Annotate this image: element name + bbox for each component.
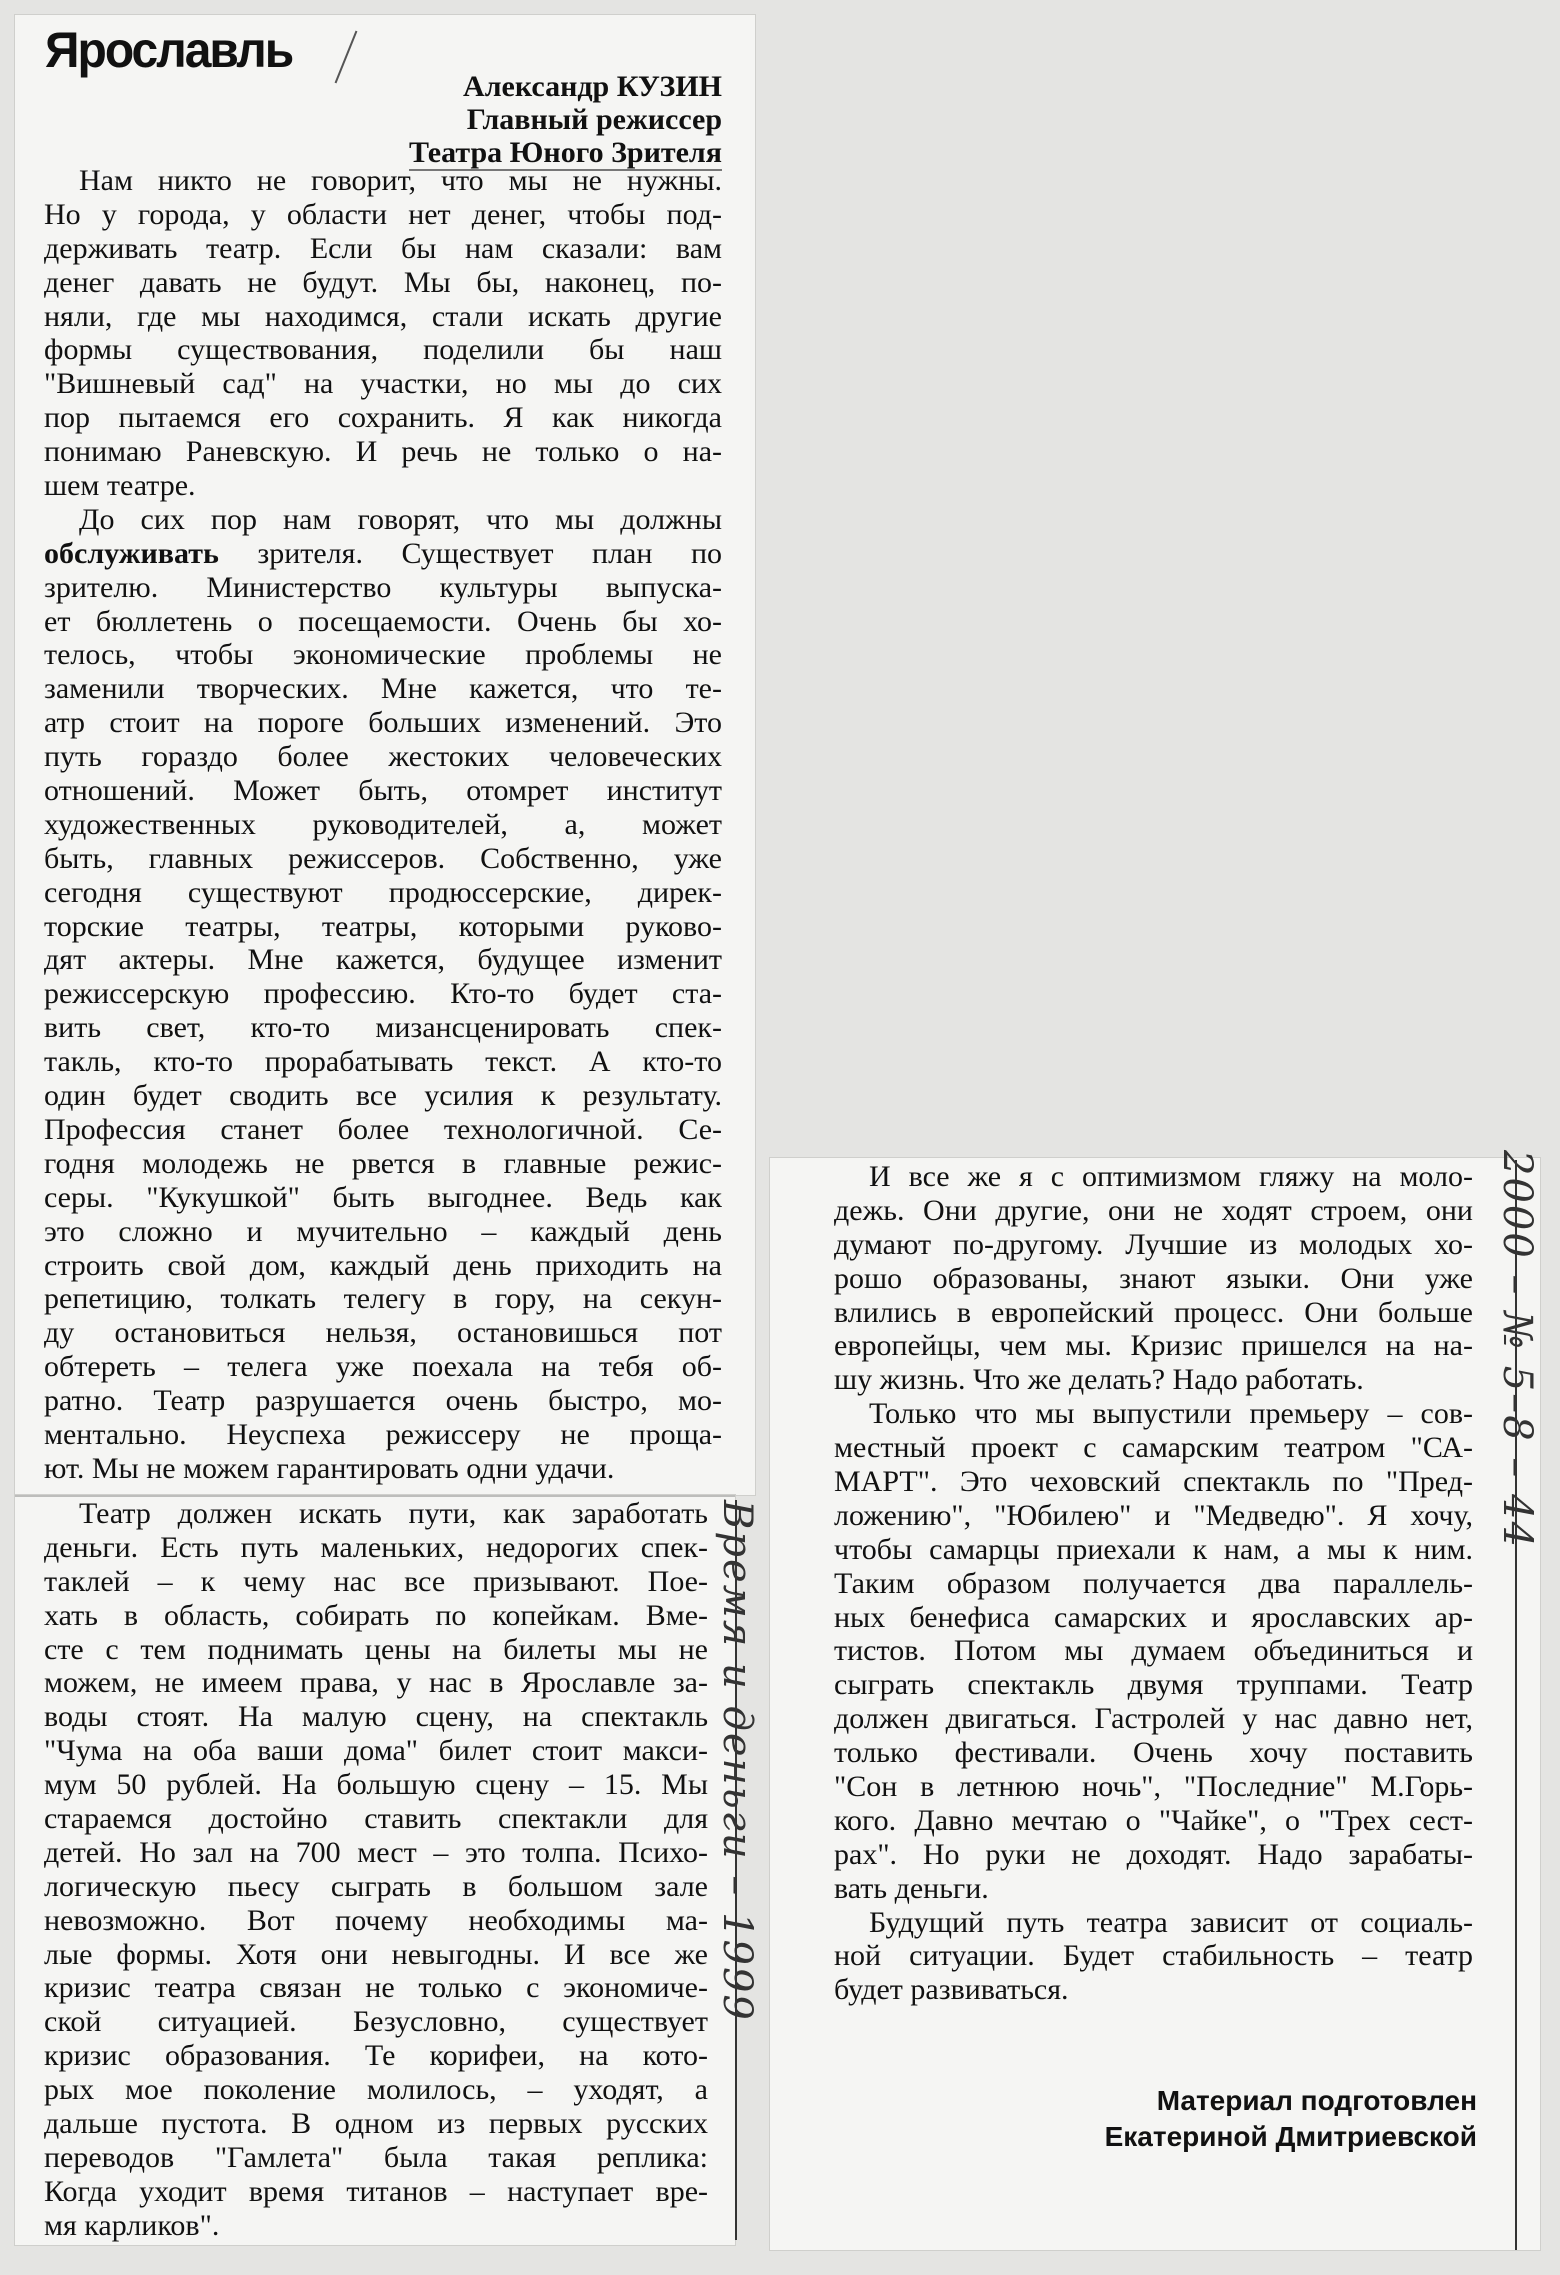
text-line: один будет сводить все усилия к результату. — [44, 1079, 722, 1113]
text-line: будет развиваться. — [834, 1973, 1069, 2007]
text-line: это сложно и мучительно – каждый день — [44, 1214, 722, 1248]
text-line: Только что мы выпустили премьеру – сов- — [869, 1397, 1473, 1431]
text-line: серы. "Кукушкой" быть выгоднее. Ведь как — [44, 1180, 722, 1214]
text-line: думают по-другому. Лучшие из молодых хо- — [834, 1227, 1473, 1261]
text-line: До сих пор нам говорят, что мы должны — [79, 502, 722, 536]
credit-line-2: Екатериной Дмитриевской — [1104, 2121, 1477, 2152]
text-line: мя карликов". — [44, 2208, 220, 2242]
text-line: репетицию, толкать телегу в гору, на секун- — [44, 1282, 722, 1316]
text-line: И все же я с оптимизмом гляжу на моло- — [869, 1160, 1473, 1193]
text-line: вать деньги. — [834, 1871, 989, 1905]
text-line: стараемся достойно ставить спектакли для — [44, 1802, 708, 1836]
text-line: няли, где мы находимся, стали искать другие — [44, 299, 722, 333]
text-line: путь гораздо более жестоких человеческих — [44, 740, 722, 774]
text-line: чтобы самарцы приехали к нам, а мы к ним. — [834, 1532, 1473, 1566]
text-line: Когда уходит время титанов – наступает вре- — [44, 2174, 708, 2208]
text-line: кризис театра связан не только с экономиче- — [44, 1971, 708, 2005]
emphasized-word: обслуживать — [44, 536, 219, 570]
text-line: сте с тем поднимать цены на билеты мы не — [44, 1632, 708, 1666]
byline — [409, 70, 722, 169]
text-line: ду остановиться нельзя, остановишься пот — [44, 1316, 722, 1350]
text-line: держивать театр. Если бы нам сказали: вам — [44, 231, 722, 265]
text-line: сегодня существуют продюссерские, дирек- — [44, 875, 722, 909]
text-line: тистов. Потом мы думаем объединиться и — [834, 1634, 1473, 1668]
pen-mark — [335, 31, 358, 84]
text-line: обтереть – телега уже поехала на тебя об- — [44, 1350, 722, 1384]
text-line: воды стоят. На малую сцену, на спектакль — [44, 1700, 708, 1734]
text-line: ют. Мы не можем гарантировать одни удачи. — [44, 1451, 615, 1485]
text-line: ных бенефиса самарских и ярославских ар- — [834, 1600, 1473, 1634]
author-role: Главный режиссер — [466, 103, 722, 136]
text-line: ной ситуации. Будет стабильность – театр — [834, 1939, 1473, 1973]
text-line: рах". Но руки не доходят. Надо зарабаты- — [834, 1837, 1473, 1871]
region-heading: Ярославль — [45, 22, 293, 79]
text-line: логическую пьесу сыграть в большом зале — [44, 1869, 708, 1903]
text-line: телось, чтобы экономические проблемы не — [44, 638, 722, 672]
text-line: рых мое поколение молилось, – уходят, а — [44, 2073, 708, 2107]
text-line: строить свой дом, каждый день приходить на — [44, 1248, 722, 1282]
text-line: деньги. Есть путь маленьких, недорогих спек- — [44, 1530, 708, 1564]
text-line: дежь. Они другие, они не ходят строем, они — [834, 1193, 1473, 1227]
text-line: режиссерскую профессию. Кто-то будет ста- — [44, 977, 722, 1011]
text-line: европейцы, чем мы. Кризис пришелся на на- — [834, 1329, 1473, 1363]
text-line: дят актеры. Мне кажется, будущее изменит — [44, 943, 722, 977]
text-line: сыграть спектакль двумя труппами. Театр — [834, 1668, 1473, 1702]
text-line: денег давать не будут. Мы бы, наконец, по- — [44, 265, 722, 299]
text-line — [44, 537, 722, 571]
text-line: Таким образом получается два параллель- — [834, 1566, 1473, 1600]
clipping-part-1 — [15, 15, 755, 1495]
text-line: отношений. Может быть, отомрет институт — [44, 774, 722, 808]
text-line: вить свет, кто-то мизансценировать спек- — [44, 1011, 722, 1045]
handwritten-issue-note: 2000 – № 5–8 – 44 — [1494, 1150, 1540, 1550]
text-line: местный проект с самарским театром "СА- — [834, 1431, 1473, 1465]
text-line: заменили творческих. Мне кажется, что те- — [44, 672, 722, 706]
credit-line-1: Материал подготовлен — [1156, 2085, 1477, 2116]
handwritten-source-note: Время и деньги – 1999 — [714, 1500, 760, 2022]
text-line: лые формы. Хотя они невыгодны. И все же — [44, 1937, 708, 1971]
text-line: годня молодежь не рвется в главные режис- — [44, 1146, 722, 1180]
text-fragment: зрителя. Существует план по — [218, 536, 722, 570]
text-line: "Сон в летнюю ночь", "Последние" М.Горь- — [834, 1770, 1473, 1804]
credit — [1105, 2083, 1477, 2155]
text-line: мум 50 рублей. На большую сцену – 15. Мы — [44, 1768, 708, 1802]
text-line: таклей – к чему нас все призывают. Пое- — [44, 1564, 708, 1598]
text-line: ратно. Театр разрушается очень быстро, мо- — [44, 1384, 722, 1418]
text-line: хать в область, собирать по копейкам. Вме- — [44, 1598, 708, 1632]
article-column-2 — [44, 1497, 708, 2243]
text-line: влились в европейский процесс. Они больше — [834, 1295, 1473, 1329]
text-line: должен двигаться. Гастролей у нас давно нет, — [834, 1702, 1473, 1736]
text-line: Нам никто не говорит, что мы не нужны. — [79, 164, 722, 197]
text-line: ложению", "Юбилею" и "Медведю". Я хочу, — [834, 1498, 1473, 1532]
text-line: только фестивали. Очень хочу поставить — [834, 1736, 1473, 1770]
text-line: шем театре. — [44, 469, 196, 503]
article-column-1 — [44, 164, 722, 1486]
text-line: такль, кто-то прорабатывать текст. А кто-то — [44, 1045, 722, 1079]
text-line: Театр должен искать пути, как заработать — [79, 1497, 708, 1530]
text-line: Будущий путь театра зависит от социаль- — [869, 1905, 1473, 1939]
text-line: детей. Но зал на 700 мест – это толпа. Психо- — [44, 1835, 708, 1869]
text-line: формы существования, поделили бы наш — [44, 333, 722, 367]
clipping-part-2 — [15, 1495, 735, 2245]
text-line: Но у города, у области нет денег, чтобы под- — [44, 197, 722, 231]
text-line: рошо образованы, знают языки. Они уже — [834, 1261, 1473, 1295]
text-line: невозможно. Вот почему необходимы ма- — [44, 1903, 708, 1937]
text-line: МАРТ". Это чеховский спектакль по "Пред- — [834, 1465, 1473, 1499]
text-line: атр стоит на пороге больших изменений. Это — [44, 706, 722, 740]
text-line: кого. Давно мечтаю о "Чайке", о "Трех сест- — [834, 1803, 1473, 1837]
author-name: Александр КУЗИН — [463, 70, 722, 103]
text-line: шу жизнь. Что же делать? Надо работать. — [834, 1363, 1364, 1397]
text-line: "Чума на оба ваши дома" билет стоит макси- — [44, 1734, 708, 1768]
text-line: кризис образования. Те корифеи, на кото- — [44, 2039, 708, 2073]
text-line: зрителю. Министерство культуры выпуска- — [44, 570, 722, 604]
text-line: ской ситуацией. Безусловно, существует — [44, 2005, 708, 2039]
text-line: художественных руководителей, а, может — [44, 807, 722, 841]
article-column-3 — [834, 1160, 1473, 2007]
text-line: можем, не имеем права, у нас в Ярославле за- — [44, 1666, 708, 1700]
author-theatre: Театра Юного Зрителя — [408, 136, 722, 169]
clipping-part-3 — [770, 1158, 1540, 2250]
text-line: "Вишневый сад" на участки, но мы до сих — [44, 367, 722, 401]
text-line: переводов "Гамлета" была такая реплика: — [44, 2140, 708, 2174]
text-line: понимаю Раневскую. И речь не только о на- — [44, 435, 722, 469]
text-line: быть, главных режиссеров. Собственно, уже — [44, 841, 722, 875]
text-line: дальше пустота. В одном из первых русских — [44, 2107, 708, 2141]
text-line: ментально. Неуспеха режиссеру не проща- — [44, 1417, 722, 1451]
text-line: торские театры, театры, которыми руково- — [44, 909, 722, 943]
text-line: ет бюллетень о посещаемости. Очень бы хо- — [44, 604, 722, 638]
text-line: пор пытаемся его сохранить. Я как никогда — [44, 401, 722, 435]
text-line: Профессия станет более технологичной. Се- — [44, 1112, 722, 1146]
